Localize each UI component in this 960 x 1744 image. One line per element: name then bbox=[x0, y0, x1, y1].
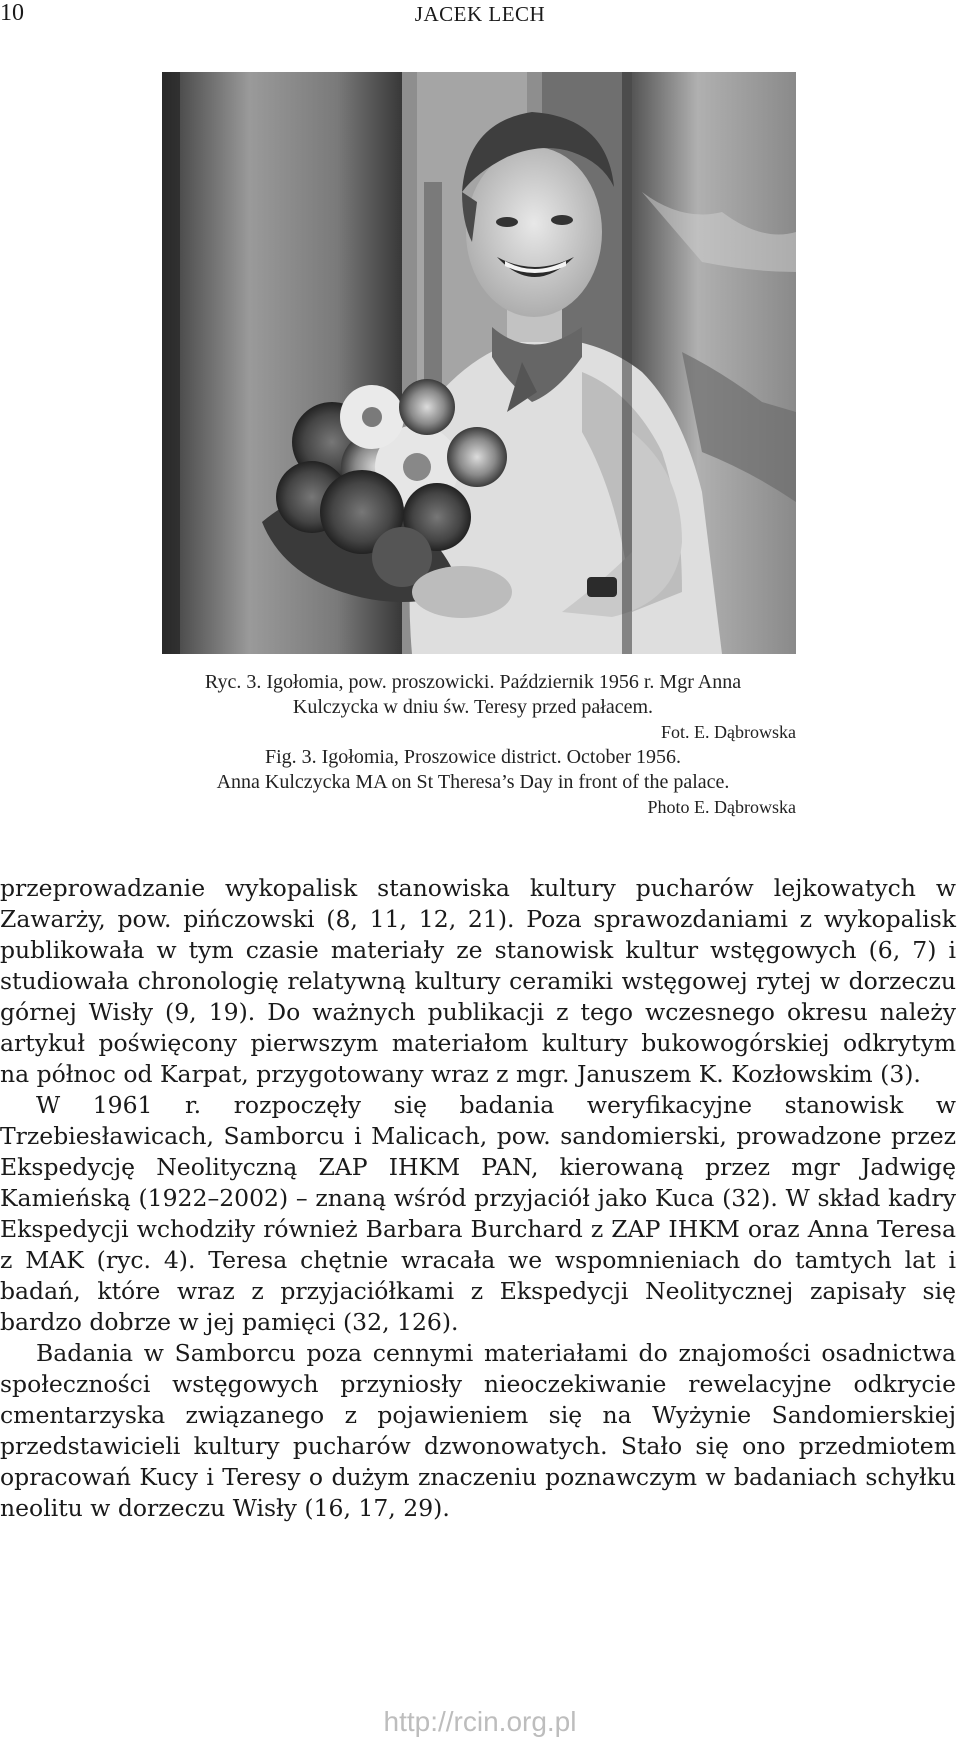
figure-photo bbox=[162, 72, 796, 654]
caption-pl-line1: Ryc. 3. Igołomia, pow. proszowicki. Październik 1956 r. Mgr Anna bbox=[204, 671, 742, 693]
paragraph-1: przeprowadzanie wykopalisk stanowiska kultury pucharów lejkowatych w Zawarży, pow. pińczowski (8, 11, 12, 21). Poza sprawozdaniami z wykopalisk publikowała w tym czasie materiały ze stanowisk kultur wstęgowych (6, 7) i studiowała chronologię relatywną kultury ceramiki wstęgowej rytej w dorzeczu górnej Wisły (9, 19). Do ważnych publikacji z tego wczesnego okresu należy artykuł poświęcony pierwszym materiałom kultury bukowogórskiej odkrytym na północ od Karpat, przygotowany wraz z mgr. Januszem K. Kozłowskim (3). bbox=[0, 874, 956, 1088]
paragraph-3: Badania w Samborcu poza cennymi materiałami do znajomości osadnictwa społeczności wstęgowych przyniosły nieoczekiwanie rewelacyjne odkrycie cmentarzyska związanego z pojawieniem się na Wyżynie Sandomierskiej przedstawicieli kultury pucharów dzwonowatych. Stało się ono przedmiotem opracowań Kucy i Teresy o dużym znaczeniu poznawczym w badaniach schyłku neolitu w dorzeczu Wisły (16, 17, 29). bbox=[0, 1339, 956, 1522]
caption-pl-line2: Kulczycka w dniu św. Teresy przed pałacem. bbox=[292, 696, 654, 718]
paragraph-2: W 1961 r. rozpoczęły się badania weryfikacyjne stanowisk w Trzebiesławicach, Samborcu i Malicach, pow. sandomierski, prowadzone przez Ekspedycję Neolityczną ZAP IHKM PAN, kierowaną przez mgr Jadwigę Kamieńską (1922–2002) – znaną wśród przyjaciół jako Kuca (32). W skład kadry Ekspedycji wchodziły również Barbara Burchard z ZAP IHKM oraz Anna Teresa z MAK (ryc. 4). Teresa chętnie wracała we wspomnieniach do tamtych lat i badań, które wraz z przyjaciółkami z Ekspedycji Neolitycznej zapisały się bardzo dobrze w jej pamięci (32, 126). bbox=[0, 1091, 956, 1336]
running-title: JACEK LECH bbox=[414, 2, 546, 26]
page-number: 10 bbox=[0, 0, 24, 26]
photo-illustration bbox=[162, 72, 796, 654]
caption-en-line1: Fig. 3. Igołomia, Proszowice district. October 1956. bbox=[264, 746, 682, 768]
caption-pl-credit: Fot. E. Dąbrowska bbox=[661, 722, 796, 742]
figure-caption bbox=[150, 670, 796, 820]
body-text bbox=[0, 873, 956, 1524]
source-url-link[interactable]: http://rcin.org.pl bbox=[383, 1706, 577, 1737]
caption-en-line2: Anna Kulczycka MA on St Theresa’s Day in front of the palace. bbox=[216, 771, 730, 793]
caption-en-credit: Photo E. Dąbrowska bbox=[647, 797, 796, 817]
